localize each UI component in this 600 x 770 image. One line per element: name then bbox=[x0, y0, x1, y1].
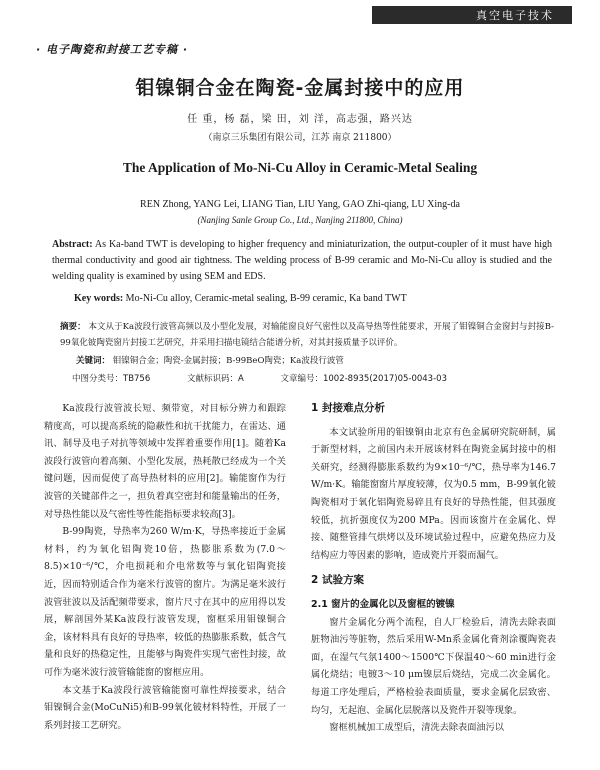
keywords-cn-label: 关键词： bbox=[76, 356, 111, 366]
affiliation-cn: （南京三乐集团有限公司，江苏 南京 211800） bbox=[203, 133, 397, 143]
section-2-1-heading: 2.1 窗片的金属化以及窗框的镀镍 bbox=[311, 598, 455, 610]
keywords-cn-text: 钼镍铜合金；陶瓷-金属封接；B-99BeO陶瓷；Ka波段行波管 bbox=[112, 356, 344, 366]
classification-line bbox=[72, 372, 552, 384]
keywords-cn bbox=[76, 354, 556, 366]
section-2-heading: 2 试验方案 bbox=[311, 574, 364, 587]
body-left-column bbox=[44, 400, 286, 734]
abstract-cn-text: 本文从于Ka波段行波管高频以及小型化发展，对输能窗良好气密性以及高导热等性能要求，开展了钼镍铜合金窗封与封接B-99氧化铍陶瓷窗片封接工艺研究，并采用扫描电镜结合能谱分析，对其封接质量予以评价。 bbox=[60, 322, 554, 348]
authors-en: REN Zhong, YANG Lei, LIANG Tian, LIU Yang, GAO Zhi-qiang, LU Xing-da bbox=[140, 199, 460, 210]
keywords-en-text: Mo-Ni-Cu alloy, Ceramic-metal sealing, B-99 ceramic, Ka band TWT bbox=[125, 293, 407, 304]
keywords-en-label: Key words: bbox=[74, 293, 124, 304]
body-paragraph: 本文试验所用的钼镍铜由北京有色金属研究院研制，属于新型材料，之前国内未开展该材料在陶瓷金属封接中的相关研究，经测得膨胀系数约为9×10⁻⁶/℃，热导率为146.7 W/m·K。输能窗窗片厚度较薄，仅为0.5 mm，B-99氧化铍陶瓷相对于氧化铝陶瓷易碎且有良好的导热性能，但其强度较低，抗折强度仅为200 MPa。因而该窗片在金属化、焊接、随整管排气烘烤以及环境试验过程中，应避免热应力及结构应力等因素的影响，造成瓷片开裂而漏气。 bbox=[311, 426, 556, 561]
column-tag: · 电子陶瓷和封接工艺专稿 · bbox=[36, 43, 189, 56]
article-id: 文章编号：1002-8935(2017)05-0043-03 bbox=[280, 374, 447, 384]
body-paragraph: 窗片金属化分两个流程，自人厂检验后，清洗去除表面脏物油污等脏物，然后采用W-Mn系金属化膏剂涂覆陶瓷表面，在湿气气氛1400～1500℃下保温40～60 min进行金属化烧结；电镀3～10 μm镍层后烧结，完成二次金属化。每道工序处理后，严格检验表面质量，要求金属化层致密、均匀，无起泡、金属化层脱落以及瓷件开裂等现象。 bbox=[311, 616, 556, 716]
article-title-en: The Application of Mo-Ni-Cu Alloy in Ceramic-Metal Sealing bbox=[122, 160, 478, 175]
affiliation-en: (Nanjing Sanle Group Co., Ltd., Nanjing 211800, China) bbox=[197, 215, 403, 225]
body-paragraph: Ka波段行波管波长短、频带宽，对目标分辨力和跟踪精度高，可以提高系统的隐蔽性和抗干扰能力，在雷达、通讯、制导及电子对抗等领域中发挥着重要作用[1]。随着Ka波段行波管向着高频、小型化发展，热耗散已经成为一个关键问题，因而促使了高导热材料的应用[2]。输能窗作为行波管的关键部件之一，担负着真空密封和能量输出的任务，对导热性能以及气密性等性能指标要求较高[3]。 bbox=[44, 403, 286, 520]
section-1-heading: 1 封接难点分析 bbox=[311, 402, 385, 414]
document-code: 文献标识码：A bbox=[186, 374, 244, 384]
abstract-en-text: As Ka-band TWT is developing to higher frequency and miniaturization, the output-coupler of it must have high thermal conductivity and good air tightness. The welding process of B-99 ceramic and Mo-Ni-Cu alloy is studied and the welding quality is examined by using SEM and EDS. bbox=[52, 239, 552, 282]
abstract-cn bbox=[60, 319, 554, 351]
journal-header-bar bbox=[372, 6, 572, 24]
keywords-en bbox=[74, 293, 554, 304]
body-right-column bbox=[311, 400, 556, 737]
article-title-cn: 钼镍铜合金在陶瓷-金属封接中的应用 bbox=[135, 77, 465, 99]
body-paragraph: B-99陶瓷，导热率为260 W/m·K，导热率接近于金属材料，约为氧化铝陶瓷10倍，热膨胀系数为(7.0～8.5)×10⁻⁶/℃，介电损耗和介电常数等与氧化铝陶瓷接近，因而特别适合作为毫米行波管的窗片。为满足毫米波行波管驻波以及活配频带要求，窗片尺寸在其中的应用得以发展，解剖国外某Ka波段行波管发现，窗框采用钼镍铜合金，该材料具有良好的导热率，较低的热膨胀系数，低含气量和良好的热稳定性，且能够与陶瓷件实现气密性封接，故可作为毫米波行波管输能窗的窗框应用。 bbox=[44, 526, 286, 678]
journal-name: 真空电子技术 bbox=[476, 9, 554, 22]
abstract-cn-label: 摘要： bbox=[60, 322, 86, 332]
clc-number: 中图分类号：TB756 bbox=[72, 374, 151, 384]
abstract-en-label: Abstract: bbox=[52, 239, 93, 250]
abstract-en bbox=[52, 237, 552, 285]
body-paragraph: 本文基于Ka波段行波管输能窗可靠性焊接要求，结合钼镍铜合金(MoCuNi5)和B-99氧化铍材料特性，开展了一系列封接工艺研究。 bbox=[44, 684, 286, 731]
body-paragraph: 窗框机械加工成型后，清洗去除表面油污以 bbox=[329, 722, 504, 734]
authors-cn: 任 重，杨 磊，梁 田，刘 洋，高志强，路兴达 bbox=[187, 114, 413, 125]
